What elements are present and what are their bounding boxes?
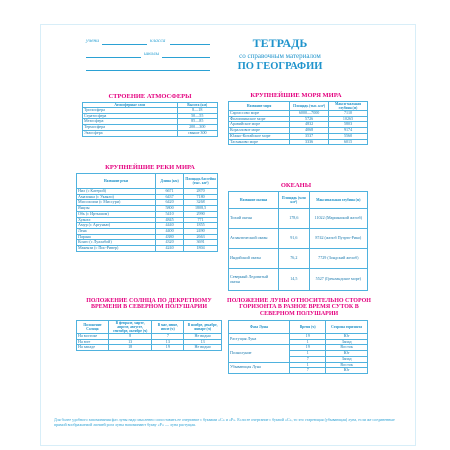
seas-heading: КРУПНЕЙШИЕ МОРЯ МИРА — [250, 92, 342, 99]
cell: Лена — [77, 228, 156, 234]
cell: 7180 — [184, 194, 218, 200]
extra-line — [86, 70, 210, 71]
cell: 13 — [184, 339, 222, 345]
cell: 7110 — [329, 111, 368, 117]
cell: 7 — [290, 356, 326, 362]
cell: Мезосфера — [83, 119, 178, 125]
cell: 4240 — [155, 246, 183, 252]
cell: 1 — [290, 339, 326, 345]
rivers-table — [76, 173, 218, 252]
uchen-label: учени — [86, 38, 99, 44]
cell: Индийский океан — [229, 249, 279, 269]
cell: 1 — [290, 351, 326, 357]
cell: Восток — [326, 362, 368, 368]
cell: Убывающая Луна — [229, 362, 290, 373]
rivers-heading: КРУПНЕЙШИЕ РЕКИ МИРА — [105, 164, 195, 171]
cell: 2870 — [184, 189, 218, 195]
table-row — [77, 246, 218, 252]
cell: На юге — [77, 339, 109, 345]
cell: 7729 (Зондский желоб) — [309, 249, 367, 269]
cell: Нил (с Кагерой) — [77, 189, 156, 195]
cell: Тихий океан — [229, 209, 279, 229]
cell: 8742 (желоб Пуэрто-Рико) — [309, 229, 367, 249]
column-header: В ноябре, декабре, январе (ч) — [184, 321, 222, 334]
shkoly-label: школы — [144, 51, 160, 57]
cell: Атлантический океан — [229, 229, 279, 249]
cell: 4320 — [155, 240, 183, 246]
cell: 6420 — [155, 200, 183, 206]
cell: 4068 — [290, 128, 329, 134]
cell: 19 — [152, 345, 184, 351]
column-header: Время (ч) — [290, 321, 326, 334]
cell: 91,6 — [279, 229, 310, 249]
cell: 11022 (Марианский желоб) — [309, 209, 367, 229]
column-header: В феврале, марте, апреле, августе, сентябре, октябре (ч) — [108, 321, 152, 334]
table-row — [83, 130, 218, 136]
cell: Запад — [326, 339, 368, 345]
cell: 3691 — [184, 240, 218, 246]
sun-heading: ПОЛОЖЕНИЕ СОЛНЦА ПО ДЕКРЕТНОМУ ВРЕМЕНИ В СЕВЕРНОМ ПОЛУШАРИИ — [86, 298, 212, 311]
cell: 19 — [290, 334, 326, 340]
cell: 76,2 — [279, 249, 310, 269]
cell: 5527 (Гренландское море) — [309, 269, 367, 291]
cell: Северный Ледовитый океан — [229, 269, 279, 291]
cell: 4832 — [290, 122, 329, 128]
klass-label: класса — [150, 38, 166, 44]
table-row — [229, 269, 368, 291]
cell: 1855 — [184, 223, 218, 229]
cell: 3336 — [290, 139, 329, 145]
moon-table — [228, 320, 368, 374]
column-header: Название океана — [229, 192, 279, 209]
cell: 5800 — [155, 206, 183, 212]
column-header: Фаза Луны — [229, 321, 290, 334]
sun-table — [76, 320, 222, 351]
cell: Полнолуние — [229, 345, 290, 362]
cell: Восток — [326, 345, 368, 351]
cell: 8 — [108, 334, 152, 340]
cell: 4400 — [155, 228, 183, 234]
cell: Южно-Китайское море — [229, 133, 290, 139]
uchen-line — [102, 44, 147, 45]
column-header: Длина (км) — [155, 174, 183, 189]
oceans-heading: ОКЕАНЫ — [280, 182, 312, 189]
cell: 771 — [184, 217, 218, 223]
klass-line — [170, 44, 210, 45]
cell: Аравийское море — [229, 122, 290, 128]
cell: Юг — [326, 334, 368, 340]
title-main: ТЕТРАДЬ — [252, 36, 308, 50]
cell: Не видно — [184, 334, 222, 340]
table-header-row — [77, 321, 222, 334]
cell: Запад — [326, 356, 368, 362]
school-line-left — [86, 57, 141, 58]
column-header: Положение Солнца — [77, 321, 109, 334]
cell: 3537 — [290, 133, 329, 139]
cell: Парана — [77, 234, 156, 240]
cell: Миссисипи (с Миссури) — [77, 200, 156, 206]
cell: Обь (с Иртышом) — [77, 211, 156, 217]
cell: 7 — [152, 334, 184, 340]
cell: 13 — [152, 339, 184, 345]
column-header: Площадь (млн км²) — [279, 192, 310, 209]
cell: 5803 — [329, 122, 368, 128]
footer-note: Для более удобного запоминания фаз луны надо мысленно сопоставить ее очертание с буквами «С» и «Р». Если ее очертание с буквой «С», то это стареющая (убывающая) луна, если же соединенные прямой воображаемой линией рога луны напоминают букву «Р» — луна растущая. — [54, 417, 395, 427]
column-header: Площадь (тыс. км²) — [290, 102, 329, 111]
cell: 4380 — [155, 234, 183, 240]
school-line-right — [162, 57, 210, 58]
column-header: Атмосферные слои — [83, 103, 178, 108]
column-header: Название реки — [77, 174, 156, 189]
table-header-row — [229, 321, 368, 334]
cell: 2490 — [184, 228, 218, 234]
cell: 178,6 — [279, 209, 310, 229]
cell: Не видно — [184, 345, 222, 351]
table-row — [229, 139, 368, 145]
cell: 6437 — [155, 194, 183, 200]
seas-table — [228, 101, 368, 145]
cell: 6015 — [329, 139, 368, 145]
cell: Юг — [326, 351, 368, 357]
cell: 4440 — [155, 223, 183, 229]
cell: Тропосфера — [83, 108, 178, 114]
cell: Амур (с Аргунью) — [77, 223, 156, 229]
cell: 1 — [290, 362, 326, 368]
table-header-row — [77, 174, 218, 189]
cell: 8—18 — [177, 108, 218, 114]
cell: 6671 — [155, 189, 183, 195]
atmosphere-table — [82, 102, 218, 137]
cell: 3268 — [184, 200, 218, 206]
table-row — [229, 209, 368, 229]
cell: Экзосфера — [83, 130, 178, 136]
cell: Хуанхэ — [77, 217, 156, 223]
column-header: Сторона горизонта — [326, 321, 368, 334]
cell: Стратосфера — [83, 113, 178, 119]
cell: 7 — [290, 368, 326, 374]
cell: 5560 — [329, 133, 368, 139]
cell: Конго (с Луалабой) — [77, 240, 156, 246]
cell: 2663 — [184, 234, 218, 240]
cell: Янцзы — [77, 206, 156, 212]
cell: 1808,5 — [184, 206, 218, 212]
cell: Растущая Луна — [229, 334, 290, 345]
column-header: Название моря — [229, 102, 290, 111]
moon-heading: ПОЛОЖЕНИЕ ЛУНЫ ОТНОСИТЕЛЬНО СТОРОН ГОРИЗОНТА В РАЗНОЕ ВРЕМЯ СУТОК В СЕВЕРНОМ ПОЛУШАРИИ — [227, 298, 371, 317]
cell: На востоке — [77, 334, 109, 340]
cell: 50—55 — [177, 113, 218, 119]
cell: 5726 — [290, 116, 329, 122]
cell: На западе — [77, 345, 109, 351]
cell: 19 — [290, 345, 326, 351]
table-header-row — [229, 192, 368, 209]
column-header: Высота (км) — [177, 103, 218, 108]
cell: 4845 — [155, 217, 183, 223]
atmosphere-heading: СТРОЕНИЕ АТМОСФЕРЫ — [108, 93, 192, 100]
table-row — [229, 229, 368, 249]
table-row — [77, 345, 222, 351]
column-header: Площадь бассейна (тыс. км²) — [184, 174, 218, 189]
title-subtitle: со справочным материалом — [239, 52, 321, 60]
cell: Юг — [326, 368, 368, 374]
cell: 2990 — [184, 211, 218, 217]
cell: Филиппинское море — [229, 116, 290, 122]
cell: 14,5 — [279, 269, 310, 291]
cell: Коралловое море — [229, 128, 290, 134]
column-header: В мае, июне, июле (ч) — [152, 321, 184, 334]
cell: 1804 — [184, 246, 218, 252]
cell: 10265 — [329, 116, 368, 122]
cell: Амазонка (с Укаяли) — [77, 194, 156, 200]
column-header: Максимальная глубина (м) — [309, 192, 367, 209]
cell: Макензи (с Пис-Ривер) — [77, 246, 156, 252]
cell: 9174 — [329, 128, 368, 134]
cell: 13 — [108, 339, 152, 345]
oceans-table — [228, 191, 368, 291]
cell: Тасманово море — [229, 139, 290, 145]
cell: 18 — [108, 345, 152, 351]
cell: 6000—7000 — [290, 111, 329, 117]
cell: 200—300 — [177, 125, 218, 131]
table-row — [229, 249, 368, 269]
cell: свыше 300 — [177, 130, 218, 136]
column-header: Макси-мальная глубина (м) — [329, 102, 368, 111]
cell: Термосфера — [83, 125, 178, 131]
cell: Саргассово море — [229, 111, 290, 117]
title-subject: ПО ГЕОГРАФИИ — [237, 61, 323, 72]
cell: 85—85 — [177, 119, 218, 125]
cell: 5410 — [155, 211, 183, 217]
